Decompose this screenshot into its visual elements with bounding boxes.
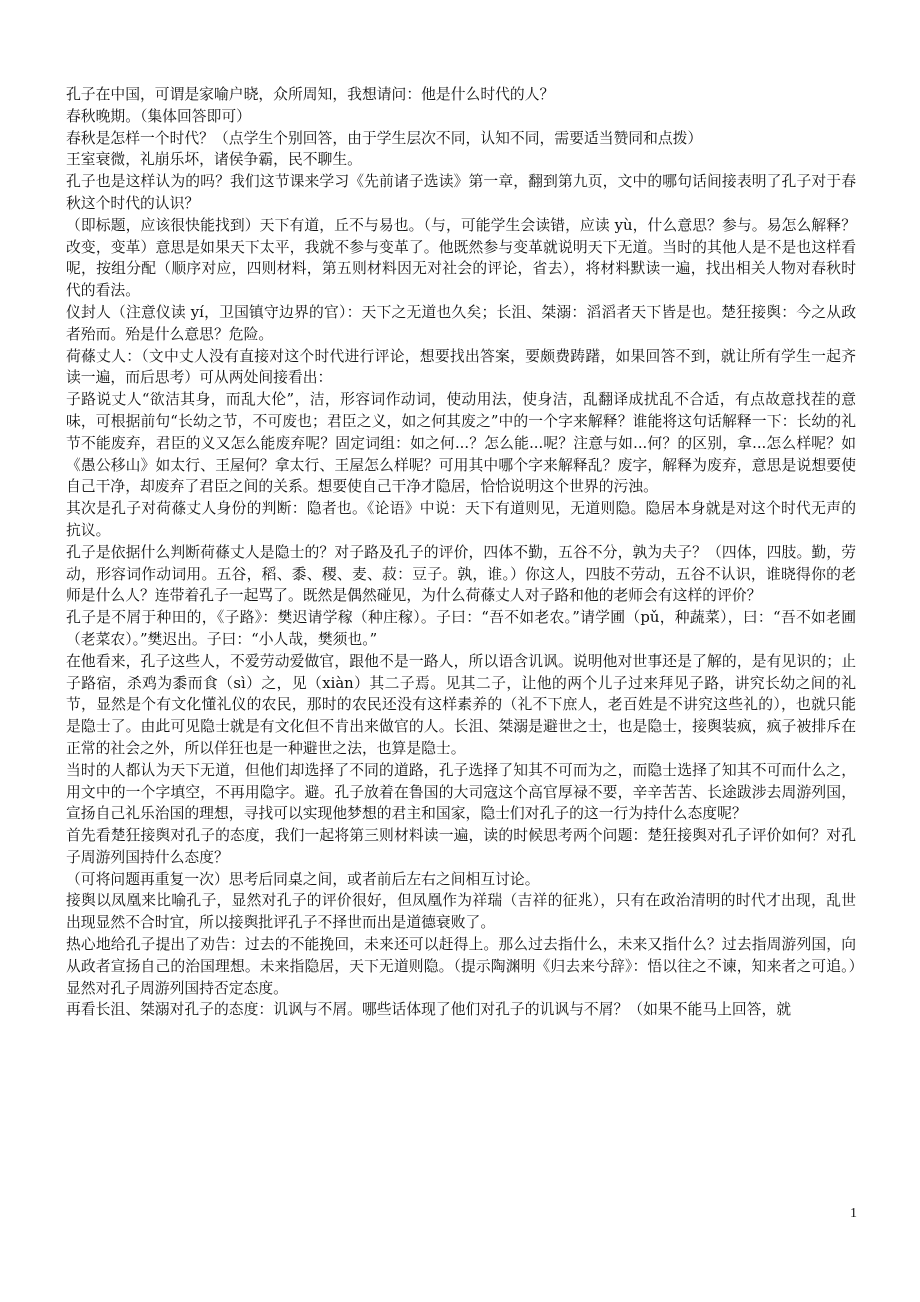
- paragraph: 子路说丈人“欲洁其身，而乱大伦”，洁，形容词作动词，使动用法，使身洁，乱翻译成扰乱不合适，有点故意找茬的意味，可根据前句“长幼之节，不可废也；君臣之义，如之何其废之”中的一个字来解释？谁能将这句话解释一下：长幼的礼节不能废弃，君臣的义又怎么能废弃呢？固定词组：如之何...？怎么能...呢？注意与如...何？的区别，拿...怎么样呢？如《愚公移山》如太行、王屋何？拿太行、王屋怎么样呢？可用其中哪个字来解释乱？废字，解释为废弃，意思是说想要使自己干净，却废弃了君臣之间的关系。想要使自己干净才隐居，恰恰说明这个世界的污浊。: [66, 391, 856, 496]
- paragraph: 王室衰微，礼崩乐坏，诸侯争霸，民不聊生。: [66, 151, 362, 169]
- paragraph: 孔子在中国，可谓是家喻户晓，众所周知，我想请问：他是什么时代的人？: [66, 86, 555, 103]
- paragraph: 孔子是不屑于种田的，《子路》：樊迟请学稼（种庄稼）。子曰：“吾不如老农。”请学圃（pǔ，种蔬菜），曰：“吾不如老圃（老菜农）。”樊迟出。子曰：“小人哉，樊须也。”: [66, 609, 856, 648]
- paragraph: 热心地给孔子提出了劝告：过去的不能挽回，未来还可以赶得上。那么过去指什么，未来又指什么？过去指周游列国，向从政者宣扬自己的治国理想。未来指隐居，天下无道则隐。（提示陶渊明《归去来兮辞》：悟以往之不谏，知来者之可追。）显然对孔子周游列国持否定态度。: [66, 936, 856, 997]
- paragraph: 春秋是怎样一个时代？（点学生个别回答，由于学生层次不同，认知不同，需要适当赞同和点拨）: [66, 129, 703, 147]
- paragraph: 其次是孔子对荷蓧丈人身份的判断：隐者也。《论语》中说：天下有道则见，无道则隐。隐居本身就是对这个时代无声的抗议。: [66, 500, 856, 539]
- paragraph: 仪封人（注意仪读 yí，卫国镇守边界的官）：天下之无道也久矣；长沮、桀溺：滔滔者天下皆是也。楚狂接舆：今之从政者殆而。殆是什么意思？危险。: [66, 303, 856, 343]
- paragraph: 首先看楚狂接舆对孔子的态度，我们一起将第三则材料读一遍，读的时候思考两个问题：楚狂接舆对孔子评价如何？对孔子周游列国持什么态度？: [66, 827, 856, 866]
- paragraph: 荷蓧丈人：（文中丈人没有直接对这个时代进行评论，想要找出答案，要颇费踌躇，如果回答不到，就让所有学生一起齐读一遍，而后思考）可从两处间接看出：: [66, 347, 856, 387]
- paragraph: （可将问题再重复一次）思考后同桌之间，或者前后左右之间相互讨论。: [66, 870, 540, 888]
- paragraph: 再看长沮、桀溺对孔子的态度：讥讽与不屑。哪些话体现了他们对孔子的讥讽与不屑？（如果不能马上回答，就: [66, 1001, 792, 1019]
- document-body: [66, 84, 856, 1021]
- paragraph: （即标题，应该很快能找到）天下有道，丘不与易也。（与，可能学生会读错，应读 yù，什么意思？参与。易怎么解释？改变，变革）意思是如果天下太平，我就不参与变革了。他既然参与变革就说明天下无道。当时的其他人是不是也这样看呢，按组分配（顺序对应，四则材料，第五则材料因无对社会的评论，省去），将材料默读一遍，找出相关人物对春秋时代的看法。: [66, 216, 856, 300]
- paragraph: 孔子也是这样认为的吗？我们这节课来学习《先前诸子选读》第一章，翻到第九页，文中的哪句话间接表明了孔子对于春秋这个时代的认识？: [66, 173, 856, 212]
- paragraph: 孔子是依据什么判断荷蓧丈人是隐士的？对子路及孔子的评价，四体不勤，五谷不分，孰为夫子？（四体，四肢。勤，劳动，形容词作动词用。五谷，稻、黍、稷、麦、菽：豆子。孰，谁。）你这人，四肢不劳动，五谷不认识，谁晓得你的老师是什么人？连带着孔子一起骂了。既然是偶然碰见，为什么荷蓧丈人对子路和他的老师会有这样的评价？: [66, 543, 856, 605]
- paragraph: 当时的人都认为天下无道，但他们却选择了不同的道路，孔子选择了知其不可而为之，而隐士选择了知其不可而什么之，用文中的一个字填空，不再用隐字。避。孔子放着在鲁国的大司寇这个高官厚禄不要，辛辛苦苦、长途跋涉去周游列国，宣扬自己礼乐治国的理想，寻找可以实现他梦想的君主和国家，隐士们对孔子的这一行为持什么态度呢？: [66, 761, 856, 823]
- paragraph: 在他看来，孔子这些人，不爱劳动爱做官，跟他不是一路人，所以语含讥讽。说明他对世事还是了解的，是有见识的；止子路宿，杀鸡为黍而食（sì）之，见（xiàn）其二子焉。见其二子，让他的两个儿子过来拜见子路，讲究长幼之间的礼节，显然是个有文化懂礼仪的农民，那时的农民还没有这样素养的（礼不下庶人，老百姓是不讲究这些礼的），也就只能是隐士了。由此可见隐士就是有文化但不肯出来做官的人。长沮、桀溺是避世之士，也是隐士，接舆装疯，疯子被排斥在正常的社会之外，所以佯狂也是一种避世之法，也算是隐士。: [66, 652, 856, 757]
- paragraph: 接舆以凤凰来比喻孔子，显然对孔子的评价很好，但凤凰作为祥瑞（吉祥的征兆），只有在政治清明的时代才出现，乱世出现显然不合时宜，所以接舆批评孔子不择世而出是道德衰败了。: [66, 892, 856, 932]
- page-number: 1: [850, 1206, 857, 1221]
- paragraph: 春秋晚期。（集体回答即可）: [66, 107, 251, 125]
